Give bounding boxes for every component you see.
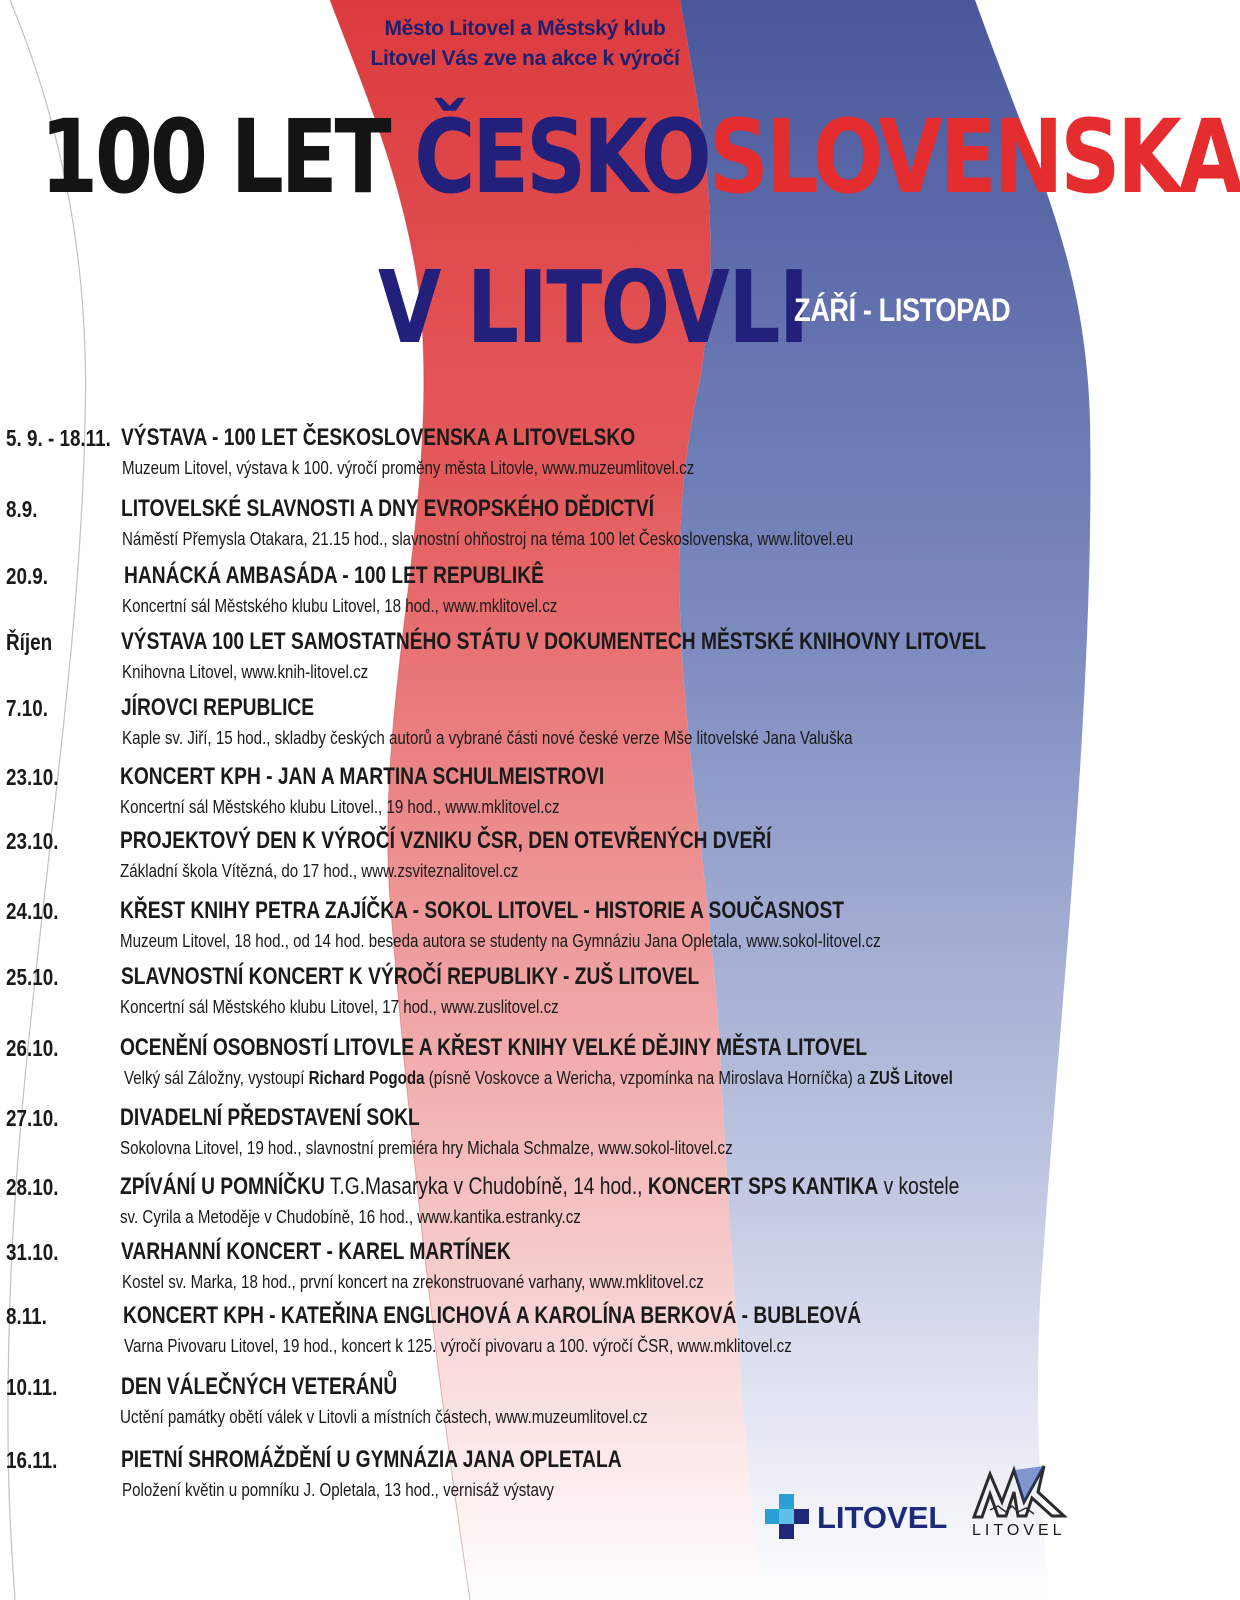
cross-squares-icon bbox=[763, 1492, 811, 1540]
event-item bbox=[0, 1372, 1099, 1436]
event-detail: Uctění památky obětí válek v Litovli a místních částech, www.muzeumlitovel.cz bbox=[120, 1407, 648, 1427]
event-date: 24.10. bbox=[6, 898, 59, 924]
invitation-text bbox=[330, 14, 720, 74]
event-title: VARHANNÍ KONCERT - KAREL MARTÍNEK bbox=[121, 1238, 511, 1265]
event-detail-part: Velký sál Záložny, vystoupí bbox=[124, 1068, 309, 1088]
event-item bbox=[0, 896, 1099, 960]
invitation-line-1: Město Litovel a Městský klub bbox=[384, 17, 666, 40]
event-item bbox=[0, 762, 1099, 826]
event-detail: Muzeum Litovel, 18 hod., od 14 hod. beseda autora se studenty na Gymnáziu Jana Opletala, www.sokol-litovel.cz bbox=[120, 931, 881, 951]
club-logo-text: LITOVEL bbox=[972, 1522, 1066, 1539]
event-title-part: KONCERT SPS KANTIKA bbox=[647, 1173, 879, 1200]
event-title-part: v kostele bbox=[878, 1173, 960, 1200]
event-detail: Náměstí Přemysla Otakara, 21.15 hod., slavnostní ohňostroj na téma 100 let Československa, www.litovel.eu bbox=[122, 529, 854, 549]
event-detail: Koncertní sál Městského klubu Litovel., 19 hod., www.mklitovel.cz bbox=[120, 797, 560, 817]
event-item bbox=[0, 962, 1099, 1026]
event-date: 16.11. bbox=[6, 1447, 58, 1473]
event-detail: Sokolovna Litovel, 19 hod., slavnostní premiéra hry Michala Schmalze, www.sokol-litovel.cz bbox=[120, 1138, 733, 1158]
event-date: 23.10. bbox=[6, 764, 59, 790]
subtitle-place: V LITOVLI bbox=[378, 249, 808, 366]
event-detail: Základní škola Vítězná, do 17 hod., www.zsviteznalitovel.cz bbox=[120, 861, 519, 881]
event-date: 10.11. bbox=[6, 1374, 58, 1400]
city-logo bbox=[763, 1492, 948, 1540]
event-detail: Koncertní sál Městského klubu Litovel, 18 hod., www.mklitovel.cz bbox=[122, 596, 558, 616]
event-item bbox=[0, 423, 1099, 487]
club-logo bbox=[968, 1462, 1068, 1552]
event-title: KONCERT KPH - KATEŘINA ENGLICHOVÁ A KAROLÍNA BERKOVÁ - BUBLEOVÁ bbox=[123, 1302, 862, 1329]
event-date: Říjen bbox=[6, 629, 53, 655]
event-item bbox=[0, 1301, 1099, 1365]
event-date: 8.9. bbox=[6, 496, 38, 522]
event-title: PROJEKTOVÝ DEN K VÝROČÍ VZNIKU ČSR, DEN OTEVŘENÝCH DVEŘÍ bbox=[120, 827, 772, 854]
event-date: 7.10. bbox=[6, 695, 48, 721]
mk-monogram-icon bbox=[968, 1462, 1068, 1522]
event-title: PIETNÍ SHROMÁŽDĚNÍ U GYMNÁZIA JANA OPLETALA bbox=[121, 1446, 622, 1473]
event-title: DIVADELNÍ PŘEDSTAVENÍ SOKL bbox=[120, 1104, 420, 1131]
event-detail: Kostel sv. Marka, 18 hod., první koncert na zrekonstruované varhany, www.mklitovel.cz bbox=[122, 1272, 704, 1292]
event-item bbox=[0, 1033, 1099, 1097]
event-title: SLAVNOSTNÍ KONCERT K VÝROČÍ REPUBLIKY - ZUŠ LITOVEL bbox=[121, 963, 700, 990]
event-detail-part: (písně Voskovce a Wericha, vzpomínka na Miroslava Horníčka) a bbox=[424, 1068, 870, 1088]
event-date: 28.10. bbox=[6, 1174, 59, 1200]
event-detail: sv. Cyrila a Metoděje v Chudobíně, 16 hod., www.kantika.estranky.cz bbox=[120, 1207, 581, 1227]
event-title: JÍROVCI REPUBLICE bbox=[121, 694, 315, 721]
performer-name: Richard Pogoda bbox=[308, 1068, 425, 1088]
event-title: KŘEST KNIHY PETRA ZAJÍČKA - SOKOL LITOVEL - HISTORIE A SOUČASNOST bbox=[120, 897, 844, 924]
event-date: 26.10. bbox=[6, 1035, 59, 1061]
event-date: 8.11. bbox=[6, 1303, 47, 1329]
event-date: 25.10. bbox=[6, 964, 59, 990]
event-item bbox=[0, 1237, 1099, 1301]
event-date: 23.10. bbox=[6, 828, 59, 854]
event-date: 5. 9. - 18.11. bbox=[6, 425, 111, 451]
event-title: DEN VÁLEČNÝCH VETERÁNŮ bbox=[121, 1373, 398, 1400]
event-title: VÝSTAVA - 100 LET ČESKOSLOVENSKA A LITOVELSKO bbox=[121, 424, 636, 451]
event-title: LITOVELSKÉ SLAVNOSTI A DNY EVROPSKÉHO DĚDICTVÍ bbox=[121, 495, 655, 522]
event-detail: Varna Pivovaru Litovel, 19 hod., koncert k 125. výročí pivovaru a 100. výročí ČSR, www.mklitovel.cz bbox=[124, 1336, 792, 1356]
event-detail: Muzeum Litovel, výstava k 100. výročí proměny města Litovle, www.muzeumlitovel.cz bbox=[122, 458, 695, 478]
event-detail: Kaple sv. Jiří, 15 hod., skladby českých autorů a vybrané části nové české verze Mše litovelské Jana Valuška bbox=[122, 728, 853, 748]
event-title: OCENĚNÍ OSOBNOSTÍ LITOVLE A KŘEST KNIHY VELKÉ DĚJINY MĚSTA LITOVEL bbox=[120, 1034, 868, 1061]
title-part-black: 100 LET bbox=[40, 98, 415, 217]
event-detail: Koncertní sál Městského klubu Litovel, 17 hod., www.zuslitovel.cz bbox=[120, 997, 559, 1017]
event-title: KONCERT KPH - JAN A MARTINA SCHULMEISTROVI bbox=[120, 763, 605, 790]
main-title bbox=[40, 98, 1240, 218]
event-item bbox=[0, 693, 1099, 757]
title-part-blue: ČESKO bbox=[414, 98, 709, 217]
event-date: 31.10. bbox=[6, 1239, 59, 1265]
event-date: 20.9. bbox=[6, 563, 48, 589]
event-detail: Položení květin u pomníku J. Opletala, 13 hod., vernisáž výstavy bbox=[122, 1480, 554, 1500]
event-title: VÝSTAVA 100 LET SAMOSTATNÉHO STÁTU V DOKUMENTECH MĚSTSKÉ KNIHOVNY LITOVEL bbox=[121, 628, 987, 655]
event-title-part: ZPÍVÁNÍ U POMNÍČKU bbox=[120, 1173, 325, 1200]
performer-name: ZUŠ Litovel bbox=[869, 1068, 953, 1088]
event-title bbox=[120, 1172, 959, 1202]
city-logo-text: LITOVEL bbox=[817, 1500, 948, 1535]
event-date: 27.10. bbox=[6, 1105, 59, 1131]
event-title: HANÁCKÁ AMBASÁDA - 100 LET REPUBLIKÊ bbox=[124, 562, 544, 589]
event-item bbox=[0, 1103, 1099, 1167]
invitation-line-2: Litovel Vás zve na akce k výročí bbox=[370, 47, 680, 70]
event-detail bbox=[124, 1066, 953, 1090]
period-label: ZÁŘÍ - LISTOPAD bbox=[794, 292, 1011, 328]
event-item bbox=[0, 826, 1099, 890]
event-title-part: T.G.Masaryka v Chudobíně, 14 hod., bbox=[324, 1173, 648, 1200]
event-item bbox=[0, 494, 1099, 558]
event-detail: Knihovna Litovel, www.knih-litovel.cz bbox=[122, 662, 369, 682]
event-item bbox=[0, 627, 1099, 691]
title-part-red: SLOVENSKA bbox=[708, 98, 1240, 217]
event-item bbox=[0, 1172, 1099, 1236]
event-item bbox=[0, 561, 1099, 625]
